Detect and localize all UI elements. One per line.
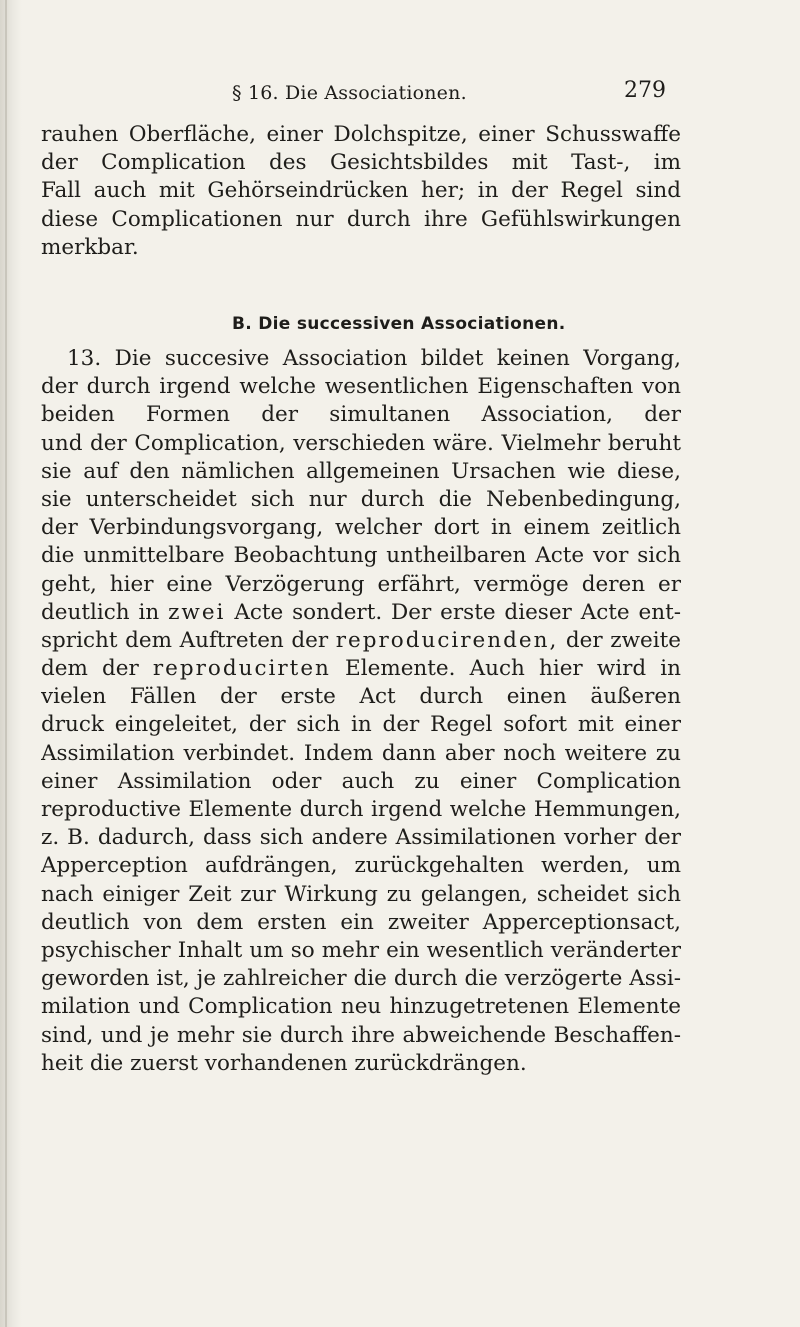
binding-gutter bbox=[5, 0, 7, 1327]
text-line: vielen Fällen der erste Act durch einen äußeren bbox=[41, 684, 681, 710]
text-fragment: deutlich in bbox=[41, 599, 160, 625]
text-line: sie auf den nämlichen allgemeinen Ursachen wie diese, bbox=[41, 458, 681, 484]
text-line: merkbar. bbox=[41, 234, 139, 260]
text-line: der durch irgend welche wesentlichen Eigenschaften von bbox=[41, 374, 681, 400]
emphasized-word: reproducirten bbox=[152, 656, 331, 682]
emphasized-word: reproducirenden, bbox=[335, 627, 559, 653]
paragraph-13 bbox=[41, 345, 681, 1078]
text-line-with-emphasis bbox=[41, 627, 681, 655]
text-line: 13. Die succesive Association bildet keinen Vorgang, bbox=[67, 346, 681, 371]
text-line: milation und Complication neu hinzugetretenen Elemente bbox=[41, 994, 681, 1020]
text-line: diese Complicationen nur durch ihre Gefühlswirkungen bbox=[41, 206, 681, 232]
text-line: der Complication des Gesichtsbildes mit Tast-, im bbox=[41, 150, 681, 176]
text-line: nach einiger Zeit zur Wirkung zu gelangen, scheidet sich bbox=[41, 881, 681, 907]
text-line: Apperception aufdrängen, zurückgehalten werden, um bbox=[41, 853, 681, 879]
text-line: deutlich von dem ersten ein zweiter Apperceptionsact, bbox=[41, 909, 681, 935]
text-fragment: Acte sondert. Der erste dieser Acte ent- bbox=[234, 599, 681, 625]
page-edge-shadow bbox=[0, 0, 22, 1327]
text-line: heit die zuerst vorhandenen zurückdrängen. bbox=[41, 1050, 527, 1076]
paragraph-continuation bbox=[41, 121, 681, 262]
text-fragment: der zweite bbox=[565, 627, 681, 653]
text-line: z. B. dadurch, dass sich andere Assimilationen vorher der bbox=[41, 825, 681, 851]
text-line: beiden Formen der simultanen Association, der bbox=[41, 402, 681, 428]
text-line: Assimilation verbindet. Indem dann aber noch weitere zu bbox=[41, 740, 681, 766]
text-line: druck eingeleitet, der sich in der Regel sofort mit einer bbox=[41, 712, 681, 738]
text-line: der Verbindungsvorgang, welcher dort in einem zeitlich bbox=[41, 515, 681, 541]
text-fragment: dem der bbox=[41, 656, 139, 682]
text-line: Fall auch mit Gehörseindrücken her; in der Regel sind bbox=[41, 178, 681, 204]
emphasized-word: zwei bbox=[168, 599, 226, 625]
text-line: und der Complication, verschieden wäre. Vielmehr beruht bbox=[41, 430, 681, 456]
page-number: 279 bbox=[624, 78, 666, 103]
text-fragment: spricht dem Auftreten der bbox=[41, 627, 329, 653]
text-line-with-emphasis bbox=[41, 599, 681, 627]
text-fragment: Elemente. Auch hier wird in bbox=[345, 656, 681, 682]
text-line: einer Assimilation oder auch zu einer Complication bbox=[41, 768, 681, 794]
text-line: sind, und je mehr sie durch ihre abweichende Beschaffen- bbox=[41, 1022, 681, 1048]
text-line: sie unterscheidet sich nur durch die Nebenbedingung, bbox=[41, 486, 681, 512]
text-line: reproductive Elemente durch irgend welche Hemmungen, bbox=[41, 797, 681, 822]
section-heading-text: B. Die successiven Associationen. bbox=[232, 314, 566, 334]
text-line: psychischer Inhalt um so mehr ein wesentlich veränderter bbox=[41, 937, 681, 963]
running-header bbox=[0, 78, 800, 112]
text-line-with-emphasis bbox=[41, 655, 681, 683]
text-line: rauhen Oberfläche, einer Dolchspitze, einer Schusswaffe bbox=[41, 122, 681, 147]
text-line: die unmittelbare Beobachtung untheilbaren Acte vor sich bbox=[41, 543, 681, 569]
running-header-title: § 16. Die Associationen. bbox=[232, 82, 467, 104]
text-line: geworden ist, je zahlreicher die durch die verzögerte Assi- bbox=[41, 966, 681, 992]
text-line: geht, hier eine Verzögerung erfährt, vermöge deren er bbox=[41, 571, 681, 597]
